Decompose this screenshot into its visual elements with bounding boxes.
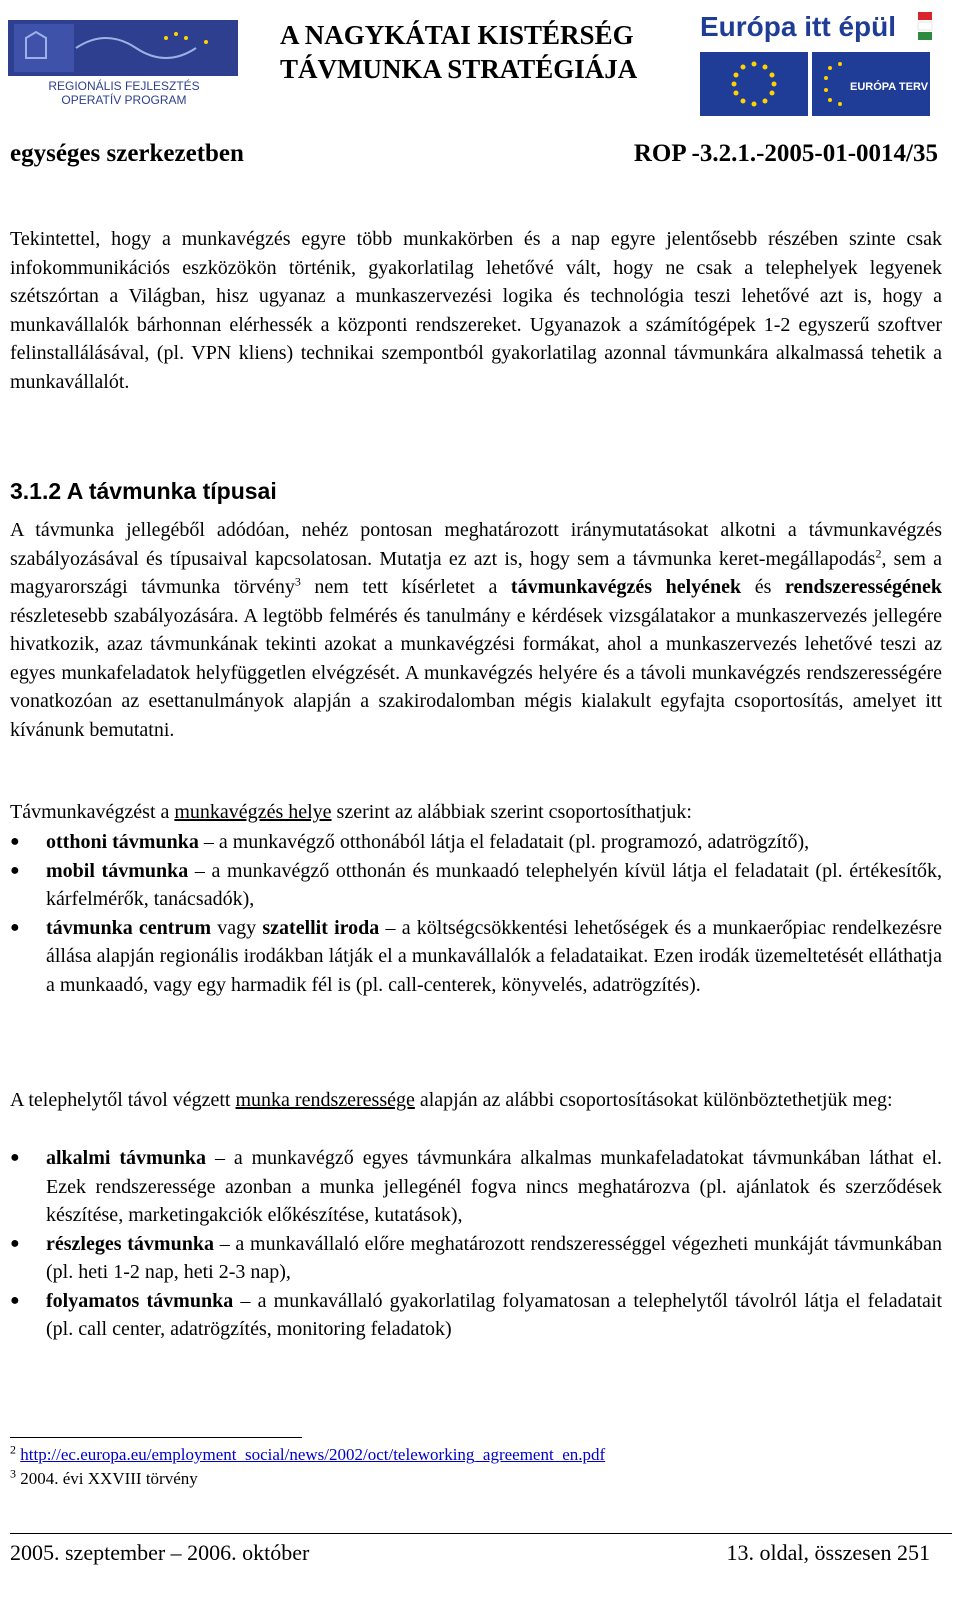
paragraph-types [10,516,942,744]
list-item [10,914,942,1000]
footnote-2 [10,1444,605,1466]
footnote-ref-3[interactable]: 3 [294,574,301,589]
p2-text-a: A távmunka jellegéből adódóan, nehéz pontosan meghatározott iránymutatásokat alkotni a távmunkavégzés szabályozásával és típusaival kapcsolatosan. Mutatja ez azt is, hogy sem a távmunka keret-megállapodás [10,519,942,570]
list-item-term: folyamatos távmunka [46,1289,234,1312]
rop-logo-graphic [6,18,242,106]
header-subtitle: egységes szerkezetben [10,140,244,167]
footer-page-number: 13. oldal, összesen 251 [726,1540,930,1565]
list-item-term: részleges távmunka [46,1232,214,1255]
p2-text-e: részletesebb szabályozására. A legtöbb felmérés és tanulmány e kérdések vizsgálatakor a munkaszervezés jellegére hivatkozik, azaz távmunkának tekinti azokat a munkavégzési formákat, ahol a munkaszervezés lehetővé teszi az egyes munkafeladatok helyfüggetlen elvégzését. A munkavégzés helyére és a távoli munkavégzés rendszerességére vonatkozóan az esettanulmányok alapján a szakirodalomban mégis kialakult egyfajta csoportosítás, amelyet itt kívánunk bemutatni. [10,604,942,741]
bullet-icon: ● [10,833,20,850]
list-item-term: otthoni távmunka [46,831,199,853]
document-title [280,18,680,86]
paragraph-by-regularity [10,1086,942,1115]
list-item [10,1230,942,1287]
p3-post: szerint az alábbiak szerint csoportosíthatjuk: [331,801,692,823]
bullet-icon: ● [10,1291,20,1309]
rop-logo-line2: OPERATÍV PROGRAM [61,93,187,106]
footnote-link[interactable]: http://ec.europa.eu/employment_social/news/2002/oct/teleworking_agreement_en.pdf [20,1445,606,1464]
header-project-code: ROP -3.2.1.-2005-01-0014/35 [633,140,938,167]
p4-pre: A telephelytől távol végzett [10,1089,236,1111]
p2-bold-place: távmunkavégzés helyének [510,576,742,598]
bullet-icon: ● [10,861,20,879]
list-by-regularity [10,1144,942,1344]
bullet-icon: ● [10,1234,20,1252]
bullet-icon: ● [10,918,20,936]
footnote-ref-2[interactable]: 2 [875,545,882,560]
list-item-desc: – a költségcsökkentési lehetőségek és a munkaerőpiac rendelkezésre állása alapján regionális irodákban látják el a munkavállalók a feladataikat. Ezen irodák üzemeltetését elláthatja a munkaadó, vagy egy harmadik fél is (pl. call-centerek, könyvelés, adatrögzítés). [46,916,942,996]
document-title-line1: A NAGYKÁTAI KISTÉRSÉG [280,20,634,50]
p2-text-c: nem tett kísérletet a [300,576,511,598]
footnote-separator [10,1437,302,1438]
list-item-term: alkalmi távmunka [46,1147,207,1169]
footer-date-range: 2005. szeptember – 2006. október [10,1540,310,1565]
list-item-desc: – a munkavállaló gyakorlatilag folyamatosan a telephelytől távolról látja el feladatait (pl. call center, adatrögzítés, monitoring feladatok) [46,1289,942,1340]
list-item-term: mobil távmunka [46,859,189,882]
footnote-number: 3 [10,1466,16,1481]
p3-pre: Távmunkavégzést a [10,801,175,823]
list-item-mid: vagy [211,916,263,939]
eu-logo-graphic [700,6,950,121]
footnote-text: 2004. évi XXVIII törvény [20,1469,198,1488]
document-title-line2: TÁVMUNKA STRATÉGIÁJA [280,54,638,84]
eu-badge-text: EURÓPA TERV [850,81,929,93]
list-item [10,1287,942,1344]
p2-text-b: , sem a magyarországi távmunka törvény [10,547,943,598]
list-item [10,1144,942,1230]
p3-underlined: munkavégzés helye [174,801,332,823]
list-item [10,828,942,857]
footnote-number: 2 [10,1442,16,1457]
p4-underlined: munka rendszeressége [235,1089,415,1111]
p2-bold-regularity: rendszerességének [784,576,942,598]
list-item-desc: – a munkavégző otthonából látja el feladatait (pl. programozó, adatrögzítő), [198,831,810,853]
list-item [10,857,942,914]
europa-itt-epul-logo [700,6,950,121]
p2-text-d: és [741,576,785,598]
footer-separator [10,1533,952,1534]
list-by-place [10,828,942,999]
paragraph-by-place [10,798,942,827]
list-item-desc: – a munkavégző egyes távmunkára alkalmas munkafeladatokat távmunkában láthat el. Ezek rendszeressége azonban a munka jellegénél fogva nincs meghatározva (pl. ajánlatok és szerződések készítése, marketingakciók előkészítése, kutatások), [46,1147,942,1226]
section-heading: 3.1.2 A távmunka típusai [10,478,277,504]
list-item-desc: – a munkavégző otthonán és munkaadó telephelyén kívül látja el feladatait (pl. értékesítők, kárfelmérők, tanácsadók), [46,859,943,910]
p4-post: alapján az alábbi csoportosításokat különböztethetjük meg: [414,1089,893,1111]
footnote-3 [10,1468,198,1490]
bullet-icon: ● [10,1149,20,1166]
rop-logo-line1: REGIONÁLIS FEJLESZTÉS [48,79,200,93]
rop-logo [6,18,242,106]
list-item-desc: – a munkavállaló előre meghatározott rendszerességgel végezheti munkáját távmunkában (pl. heti 1-2 nap, heti 2-3 nap), [46,1232,942,1283]
list-item-term-2: szatellit iroda [262,916,380,939]
list-item-term: távmunka centrum [46,916,212,939]
eu-logo-title: Európa itt épül [700,11,896,42]
paragraph-intro: Tekintettel, hogy a munkavégzés egyre több munkakörben és a nap egyre jelentősebb részében szinte csak infokommunikációs eszközökön történik, gyakorlatilag lehetővé vált, hogy ne csak a telephelyek legyenek szétszórtan a Világban, hisz ugyanaz a munkaszervezési logika és technológia teszi lehetővé azt is, hogy a munkavállalók bárhonnan elérhessék a központi rendszereket. Ugyanazok a számítógépek 1-2 egyszerű szoftver felinstallálásával, (pl. VPN kliens) technikai szempontból gyakorlatilag azonnal távmunkára alkalmassá tehetik a munkavállalót. [10,228,942,393]
